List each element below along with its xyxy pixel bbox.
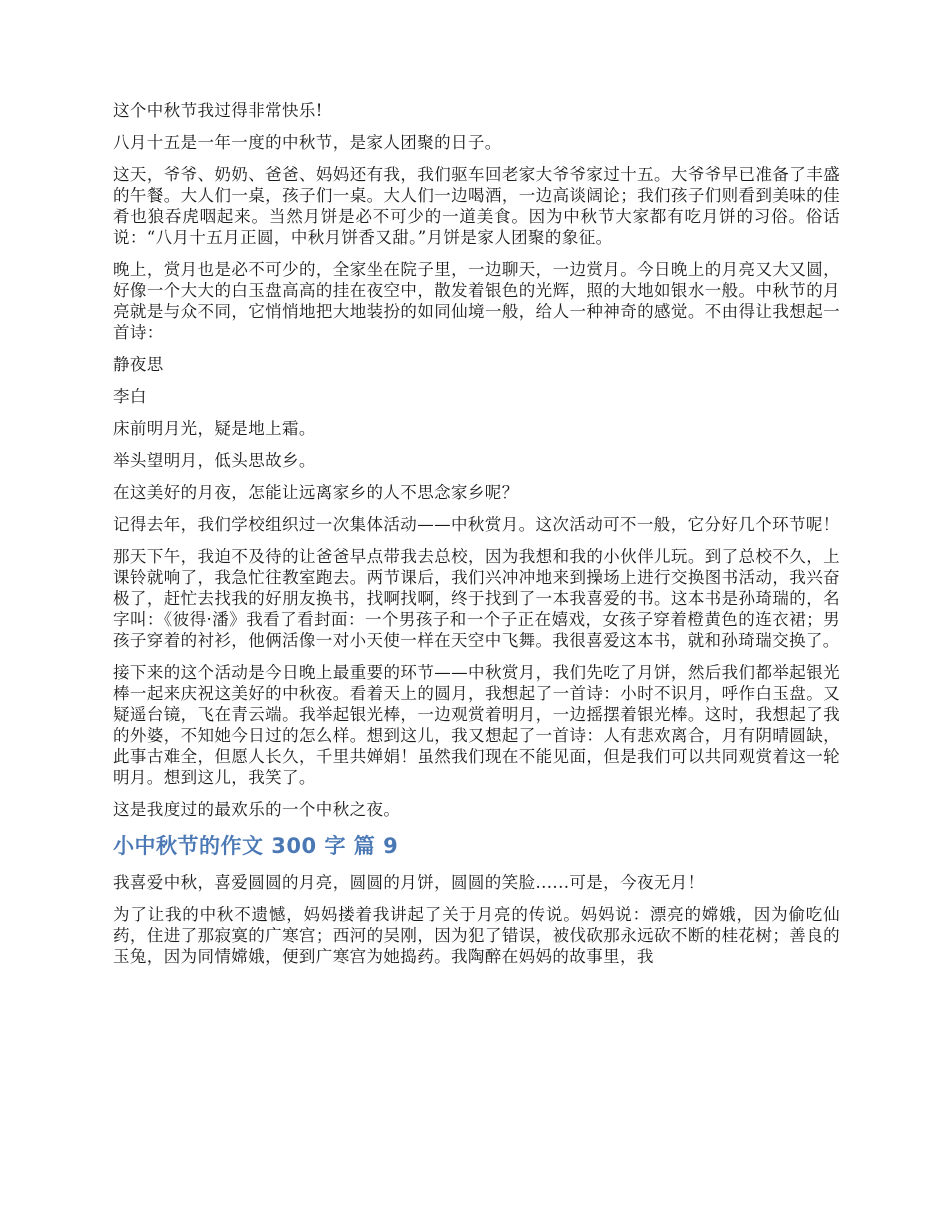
- poem-title: 静夜思: [113, 355, 164, 374]
- poem-author: 李白: [113, 387, 147, 406]
- poem-line: 床前明月光，疑是地上霜。: [113, 419, 316, 438]
- paragraph: 我喜爱中秋，喜爱圆圆的月亮，圆圆的月饼，圆圆的笑脸......可是，今夜无月！: [113, 873, 705, 892]
- paragraph: 这天，爷爷、奶奶、爸爸、妈妈还有我，我们驱车回老家大爷爷家过十五。大爷爷早已准备了丰盛的午餐。大人们一桌，孩子们一桌。大人们一边喝酒，一边高谈阔论；我们孩子们则看到美味的佳肴也狼吞虎咽起来。当然月饼是必不可少的一道美食。因为中秋节大家都有吃月饼的习俗。俗话说：“八月十五月正圆，中秋月饼香又甜。”月饼是家人团聚的象征。: [113, 165, 840, 247]
- paragraph: 八月十五是一年一度的中秋节，是家人团聚的日子。: [113, 133, 502, 152]
- paragraph: 在这美好的月夜，怎能让远离家乡的人不思念家乡呢？: [113, 483, 519, 502]
- paragraph: 晚上，赏月也是必不可少的，全家坐在院子里，一边聊天，一边赏月。今日晚上的月亮又大又圆，好像一个大大的白玉盘高高的挂在夜空中，散发着银色的光辉，照的大地如银水一般。中秋节的月亮就是与众不同，它悄悄地把大地装扮的如同仙境一般，给人一种神奇的感觉。不由得让我想起一首诗：: [113, 260, 840, 342]
- poem-line: 举头望明月，低头思故乡。: [113, 451, 316, 470]
- paragraph: 接下来的这个活动是今日晚上最重要的环节——中秋赏月，我们先吃了月饼，然后我们都举起银光棒一起来庆祝这美好的中秋夜。看着天上的圆月，我想起了一首诗：小时不识月，呼作白玉盘。又疑遥台镜，飞在青云端。我举起银光棒，一边观赏着明月，一边摇摆着银光棒。这时，我想起了我的外婆，不知她今日过的怎么样。想到这儿，我又想起了一首诗：人有悲欢离合，月有阴晴圆缺，此事古难全，但愿人长久，千里共婵娟！虽然我们现在不能见面，但是我们可以共同观赏着这一轮明月。想到这儿，我笑了。: [113, 663, 840, 787]
- paragraph: 这是我度过的最欢乐的一个中秋之夜。: [113, 800, 401, 819]
- paragraph: 那天下午，我迫不及待的让爸爸早点带我去总校，因为我想和我的小伙伴儿玩。到了总校不久，上课铃就响了，我急忙往教室跑去。两节课后，我们兴冲冲地来到操场上进行交换图书活动，我兴奋极了，赶忙去找我的好朋友换书，找啊找啊，终于找到了一本我喜爱的书。这本书是孙琦瑞的，名字叫：《彼得·潘》我看了看封面：一个男孩子和一个子正在嬉戏，女孩子穿着橙黄色的连衣裙；男孩子穿着的衬衫，他俩活像一对小天使一样在天空中飞舞。我很喜爱这本书，就和孙琦瑞交换了。: [113, 547, 840, 650]
- paragraph: 记得去年，我们学校组织过一次集体活动——中秋赏月。这次活动可不一般，它分好几个环节呢！: [113, 515, 840, 534]
- paragraph: 为了让我的中秋不遗憾，妈妈搂着我讲起了关于月亮的传说。妈妈说：漂亮的嫦娥，因为偷吃仙药，住进了那寂寞的广寒宫；西河的吴刚，因为犯了错误，被伐砍那永远砍不断的桂花树；善良的玉兔，因为同情嫦娥，便到广寒宫为她捣药。我陶醉在妈妈的故事里，我: [113, 905, 840, 966]
- paragraph: 这个中秋节我过得非常快乐!: [113, 101, 323, 120]
- section-heading: 小中秋节的作文 300 字 篇 9: [113, 834, 399, 858]
- document-page: [113, 100, 840, 978]
